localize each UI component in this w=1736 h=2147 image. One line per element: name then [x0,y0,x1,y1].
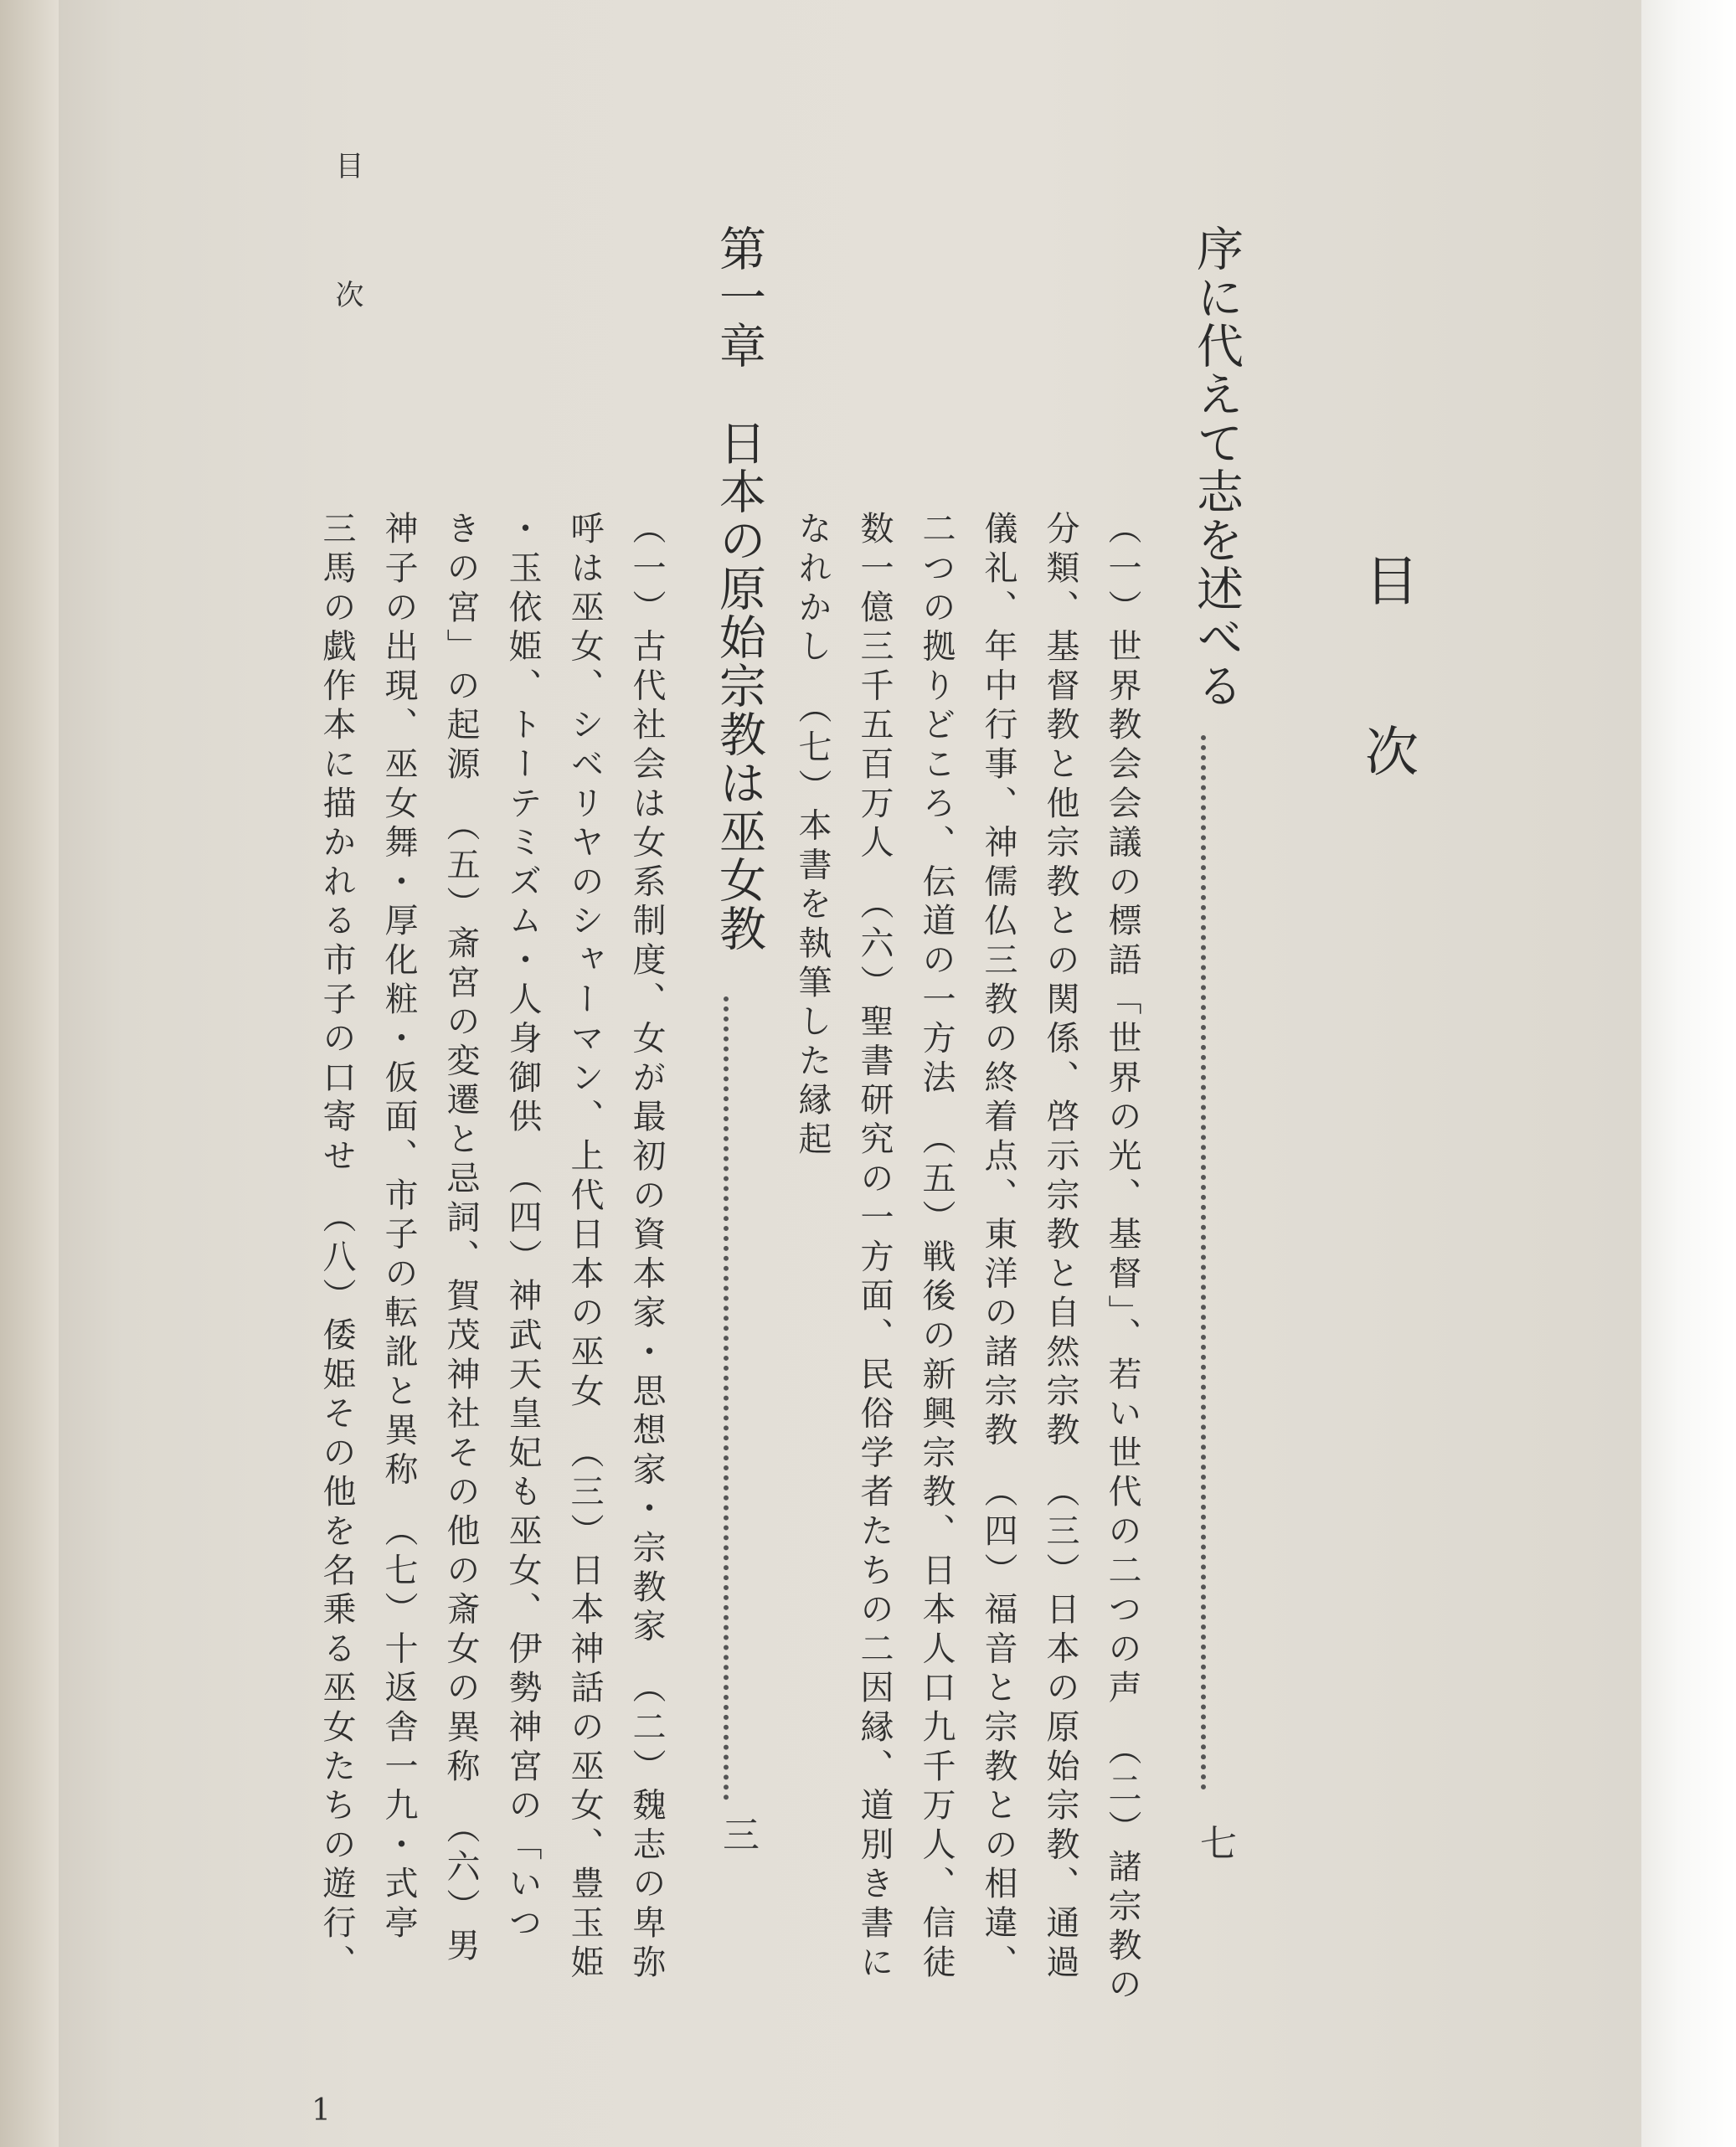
chapter-1-line-4: きの宮」の起源 （五）斎宮の変遷と忌詞、賀茂神社その他の斎女の異称 （六）男 [441,511,480,1967]
book-page [59,0,1650,2147]
preface-line-4: 二つの拠りどころ、伝道の一方法 （五）戦後の新興宗教、日本人口九千万人、信徒 [917,511,956,1984]
book-left-edge [0,0,59,2147]
book-right-edge [1641,0,1736,2147]
preface-page-number: 七 [1193,1824,1236,1861]
preface-leader [1201,735,1206,1790]
preface-line-6: なれかし （七）本書を執筆した縁起 [793,511,832,1161]
folio-number: 1 [312,2093,331,2128]
preface-line-3: 儀礼、年中行事、神儒仏三教の終着点、東洋の諸宗教 （四）福音と宗教との相違、 [979,511,1017,1984]
leader-dots [1201,735,1206,1790]
chapter-1-page-number: 三 [716,1815,759,1852]
preface-heading: 序に代えて志を述べる [1189,224,1244,710]
chapter-1-line-6: 三馬の戯作本に描かれる市子の口寄せ （八）倭姫その他を名乗る巫女たちの遊行、 [317,511,356,1984]
chapter-1-line-5: 神子の出現、巫女舞・厚化粧・仮面、市子の転訛と異称 （七）十返舎一九・式亭 [379,511,418,1944]
preface-line-2: 分類、基督教と他宗教との関係、啓示宗教と自然宗教 （三）日本の原始宗教、通過 [1041,511,1079,1984]
chapter-1-line-2: 呼は巫女、シベリヤのシャーマン、上代日本の巫女 （三）日本神話の巫女、豊玉姫 [565,511,604,1984]
running-header: 目次 [330,151,363,409]
chapter-1-line-1: （一）古代社会は女系制度、女が最初の資本家・思想家・宗教家 （二）魏志の卑弥 [627,511,666,1984]
page-title: 目次 [1356,553,1418,894]
chapter-1-heading: 第一章 日本の原始宗教は巫女教 [712,224,766,953]
chapter-1-line-3: ・玉依姫、トーテミズム・人身御供 （四）神武天皇妃も巫女、伊勢神宮の「いつ [503,511,542,1944]
preface-line-1: （一）世界教会会議の標語「世界の光、基督」、若い世代の二つの声 （二）諸宗教の [1103,511,1141,2006]
chapter-1-leader [724,996,729,1800]
leader-dots [724,996,729,1800]
preface-line-5: 数一億三千五百万人 （六）聖書研究の一方面、民俗学者たちの二因縁、道別き書に [855,511,894,1984]
